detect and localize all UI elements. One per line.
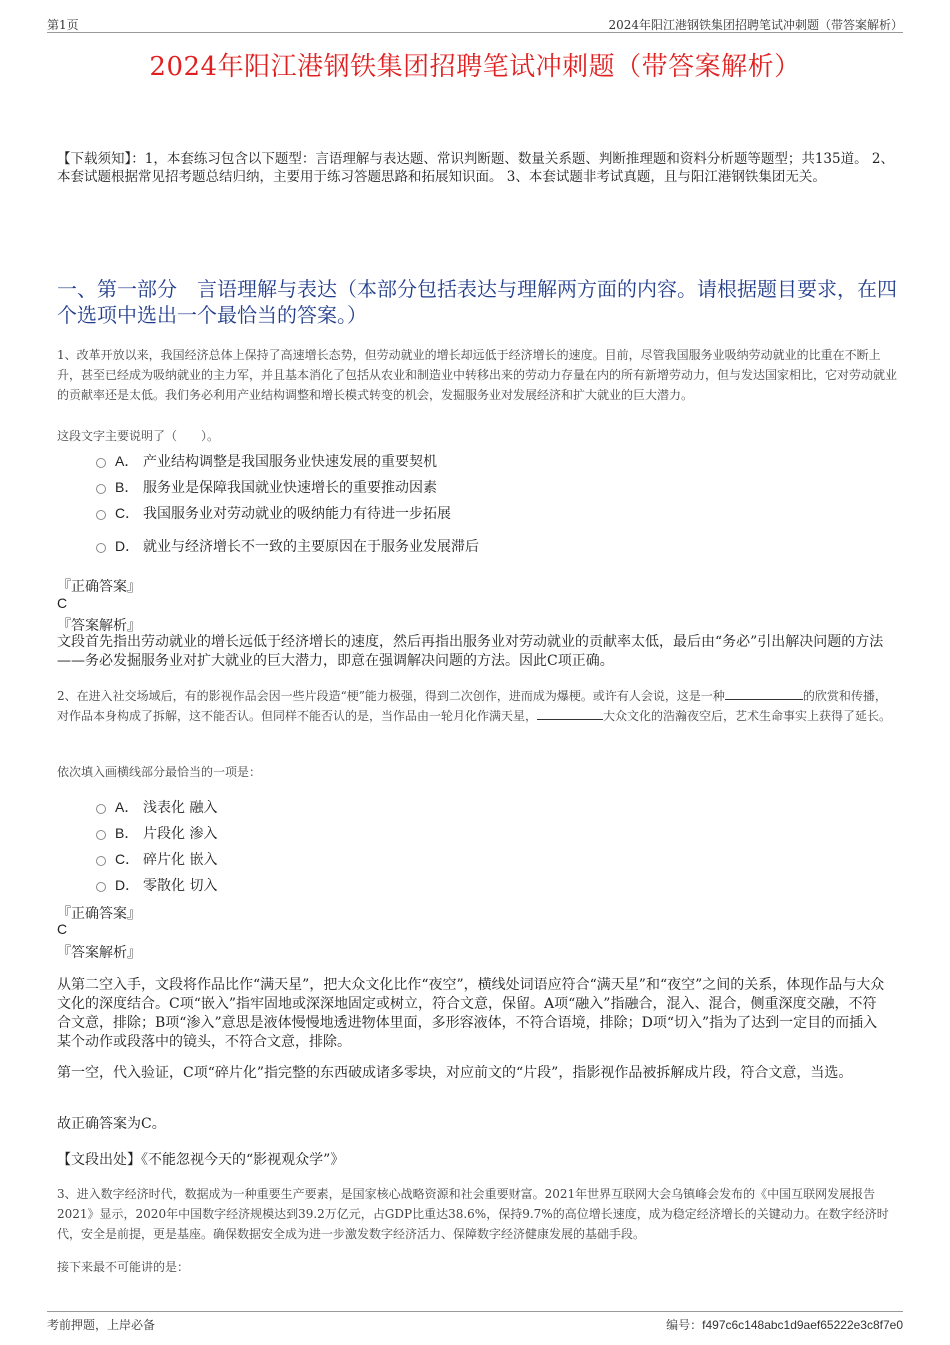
radio-button-icon[interactable]	[96, 458, 106, 468]
question-3-stem: 3、进入数字经济时代，数据成为一种重要生产要素，是国家核心战略资源和社会重要财富。2021年世界互联网大会乌镇峰会发布的《中国互联网发展报告2021》显示，2020年中国数字经济规模达到39.2万亿元，占GDP比重达38.6%，保持9.7%的高位增长速度，成为稳定经济增长的关键动力。在数字经济时代，安全是前提，更是基座。确保数据安全成为进一步激发数字经济活力、保障数字经济健康发展的基础手段。	[57, 1187, 889, 1241]
question-2-prompt: 依次填入画横线部分最恰当的一项是：	[57, 765, 262, 779]
q2-analysis-label: 『答案解析』	[57, 945, 141, 961]
radio-button-icon[interactable]	[96, 804, 106, 814]
q2-option-c[interactable]: C． 碎片化 嵌入	[96, 849, 217, 869]
q2-analysis-paragraph-3: 故正确答案为C。	[57, 1116, 166, 1132]
q2-option-d[interactable]: D． 零散化 切入	[96, 875, 217, 895]
header-doc-title: 2024年阳江港钢铁集团招聘笔试冲刺题（带答案解析）	[608, 18, 903, 32]
radio-button-icon[interactable]	[96, 510, 106, 520]
q1-option-c[interactable]: C． 我国服务业对劳动就业的吸纳能力有待进一步拓展	[96, 503, 451, 523]
q1-analysis-label: 『答案解析』	[57, 618, 141, 634]
document-title: 2024年阳江港钢铁集团招聘笔试冲刺题（带答案解析）	[149, 52, 801, 82]
q2-source: 【文段出处】《不能忽视今天的“影视观众学”》	[57, 1152, 345, 1168]
page-footer	[47, 1311, 903, 1332]
footer-slogan: 考前押题，上岸必备	[47, 1318, 156, 1332]
page-number: 第1页	[47, 18, 79, 32]
question-3-prompt: 接下来最不可能讲的是：	[57, 1260, 190, 1274]
fill-blank-2	[537, 707, 603, 720]
radio-button-icon[interactable]	[96, 882, 106, 892]
q2-option-a[interactable]: A． 浅表化 融入	[96, 797, 217, 817]
section-heading: 一、第一部分 言语理解与表达（本部分包括表达与理解两方面的内容。请根据题目要求，在四个选项中选出一个最恰当的答案。）	[57, 277, 897, 327]
q2-answer-label: 『正确答案』	[57, 906, 141, 922]
q1-option-d[interactable]: D． 就业与经济增长不一致的主要原因在于服务业发展滞后	[96, 536, 479, 556]
fill-blank-1	[725, 687, 803, 700]
q1-option-a[interactable]: A． 产业结构调整是我国服务业快速发展的重要契机	[96, 451, 437, 471]
q2-answer: C	[57, 921, 68, 937]
page-header	[47, 14, 903, 33]
question-1-prompt: 这段文字主要说明了（ ）。	[57, 429, 220, 443]
q1-analysis: 文段首先指出劳动就业的增长远低于经济增长的速度，然后再指出服务业对劳动就业的贡献率太低，最后由“务必”引出解决问题的方法——务必发掘服务业对扩大就业的巨大潜力，即意在强调解决问题的方法。因此C项正确。	[57, 634, 884, 669]
radio-button-icon[interactable]	[96, 484, 106, 494]
q2-option-b[interactable]: B． 片段化 渗入	[96, 823, 217, 843]
q2-analysis-paragraph-1: 从第二空入手，文段将作品比作“满天星”，把大众文化比作“夜空”，横线处词语应符合“满天星”和“夜空”之间的关系，体现作品与大众文化的深度结合。C项“嵌入”指牢固地或深深地固定或树立，符合文意，保留。A项“融入”指融合，混入、混合，侧重深度交融，不符合文意，排除；B项“渗入”意思是液体慢慢地透进物体里面，多形容液体，不符合语境，排除；D项“切入”指为了达到一定目的而插入某个动作或段落中的镜头，不符合文意，排除。	[57, 977, 885, 1050]
radio-button-icon[interactable]	[96, 830, 106, 840]
q1-answer: C	[57, 595, 68, 611]
q2-analysis-paragraph-2: 第一空，代入验证，C项“碎片化”指完整的东西破成诸多零块，对应前文的“片段”，指影视作品被拆解成片段，符合文意，当选。	[57, 1065, 853, 1081]
radio-button-icon[interactable]	[96, 856, 106, 866]
question-2-stem: 2、在进入社交场域后，有的影视作品会因一些片段造“梗”能力极强，得到二次创作，进而成为爆梗。或许有人会说，这是一种 的欣赏和传播，对作品本身构成了拆解，这不能否认。但同样不能否认的是，当作品由一轮月化作满天星， 大众文化的浩瀚夜空后，艺术生命事实上获得了延长。	[57, 689, 892, 723]
q1-answer-label: 『正确答案』	[57, 579, 141, 595]
radio-button-icon[interactable]	[96, 543, 106, 553]
download-notice: 【下载须知】：1，本套练习包含以下题型：言语理解与表达题、常识判断题、数量关系题、判断推理题和资料分析题等题型；共135道。 2、本套试题根据常见招考题总结归纳，主要用于练习答题思路和拓展知识面。 3、本套试题非考试真题，且与阳江港钢铁集团无关。	[57, 151, 894, 185]
question-1-stem: 1、改革开放以来，我国经济总体上保持了高速增长态势，但劳动就业的增长却远低于经济增长的速度。目前，尽管我国服务业吸纳劳动就业的比重在不断上升，甚至已经成为吸纳就业的主力军，并且基本消化了包括从农业和制造业中转移出来的劳动力存量在内的所有新增劳动力，但与发达国家相比，它对劳动就业的贡献率还是太低。我们务必利用产业结构调整和增长模式转变的机会，发掘服务业对发展经济和扩大就业的巨大潜力。	[57, 348, 898, 402]
footer-code: 编号：f497c6c148abc1d9aef65222e3c8f7e0	[666, 1318, 903, 1332]
q1-option-b[interactable]: B． 服务业是保障我国就业快速增长的重要推动因素	[96, 477, 437, 497]
